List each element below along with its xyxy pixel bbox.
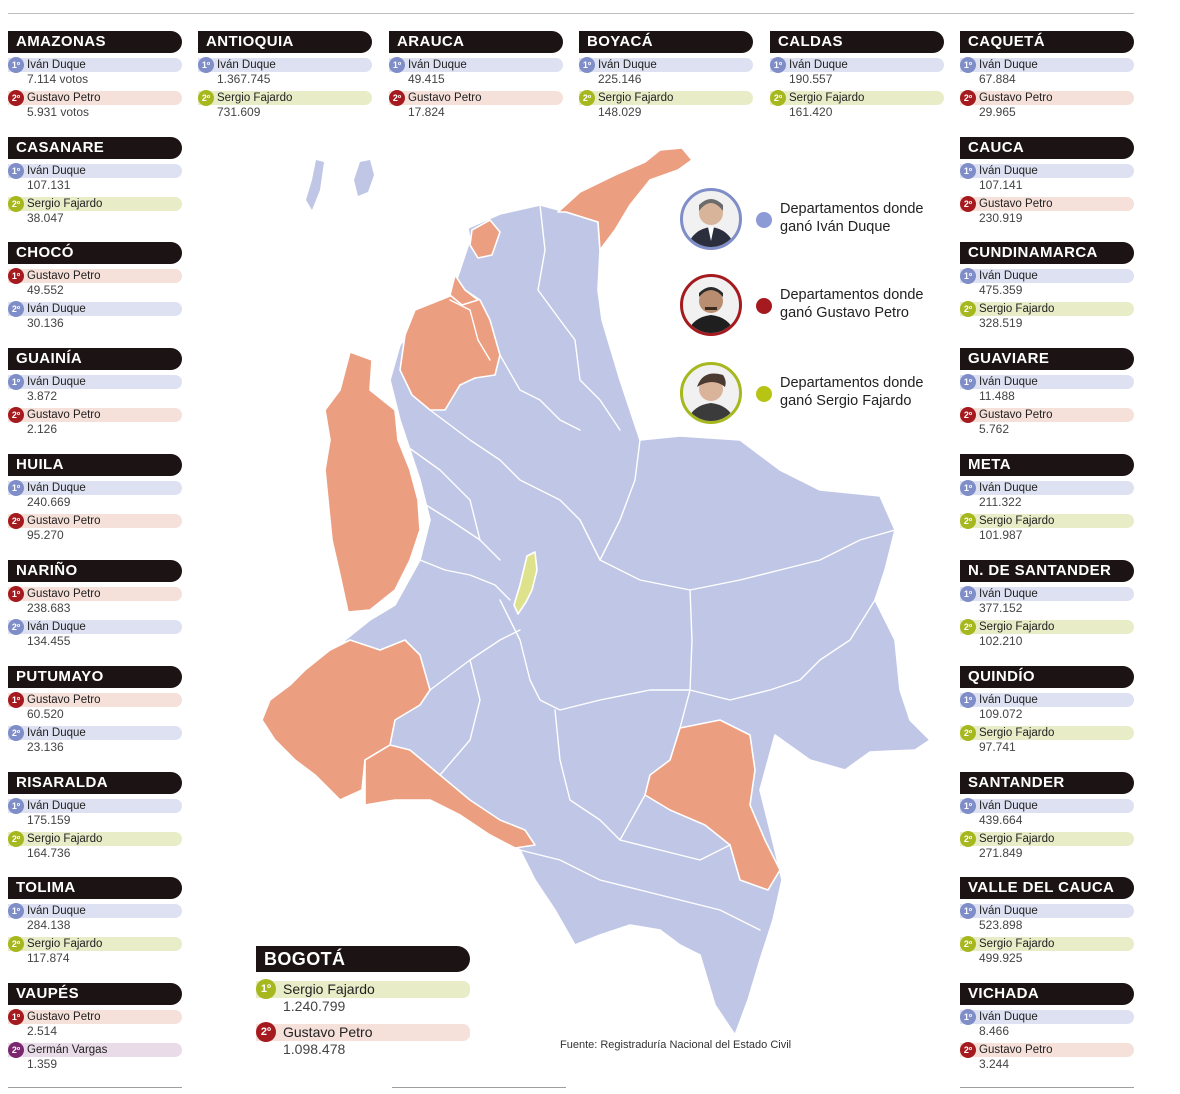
candidate-second [8, 832, 182, 860]
candidate-name: Iván Duque [789, 59, 848, 71]
vote-count: 328.519 [979, 316, 1023, 330]
rank-badge: 1º [960, 586, 976, 602]
legend-label-line2: ganó Gustavo Petro [780, 305, 909, 321]
candidate-first [960, 799, 1134, 827]
rank-badge: 1º [8, 903, 24, 919]
vote-count: 377.152 [979, 601, 1023, 615]
candidate-first [960, 269, 1134, 297]
candidate-second [960, 937, 1134, 965]
candidate-name: Iván Duque [979, 588, 1038, 600]
vote-count: 30.136 [27, 316, 64, 330]
vote-count: 17.824 [408, 105, 445, 119]
vote-count: 1.367.745 [217, 72, 271, 86]
candidate-first [8, 587, 182, 615]
candidate-name: Iván Duque [979, 694, 1038, 706]
vote-count: 271.849 [979, 846, 1023, 860]
department-panel [960, 31, 1134, 119]
rank-badge: 2º [960, 407, 976, 423]
candidate-name: Iván Duque [27, 800, 86, 812]
candidate-name: Iván Duque [27, 59, 86, 71]
vote-count: 2.514 [27, 1024, 58, 1038]
department-name: QUINDÍO [960, 666, 1134, 688]
rank-badge: 2º [8, 725, 24, 741]
candidate-second [960, 514, 1134, 542]
vote-count: 161.420 [789, 105, 833, 119]
candidate-second [960, 726, 1134, 754]
bottom-rule [392, 1087, 566, 1088]
rank-badge: 2º [8, 831, 24, 847]
candidate-name: Iván Duque [408, 59, 467, 71]
source-note: Fuente: Registraduría Nacional del Estado Civil [560, 1039, 792, 1051]
legend-label-line2: ganó Sergio Fajardo [780, 393, 912, 409]
vote-count: 731.609 [217, 105, 261, 119]
department-panel [960, 137, 1134, 225]
rank-badge: 1º [960, 374, 976, 390]
candidate-second [8, 514, 182, 542]
candidate-second [8, 197, 182, 225]
rank-badge: 1º [770, 57, 786, 73]
candidate-name: Iván Duque [979, 59, 1038, 71]
department-name: GUAVIARE [960, 348, 1134, 370]
avatar-ivan-duque [680, 188, 742, 250]
vote-count: 107.141 [979, 178, 1023, 192]
vote-count: 1.359 [27, 1057, 58, 1071]
candidate-name: Gustavo Petro [27, 1011, 101, 1023]
rank-badge: 2º [8, 1042, 24, 1058]
rank-badge: 1º [960, 57, 976, 73]
candidate-first [770, 58, 944, 86]
candidate-second [960, 302, 1134, 330]
legend-dot-duque [756, 212, 772, 228]
rank-badge: 1º [960, 480, 976, 496]
candidate-first [389, 58, 563, 86]
bottom-rule [8, 1087, 182, 1088]
candidate-name: Gustavo Petro [27, 694, 101, 706]
department-name: CAQUETÁ [960, 31, 1134, 53]
vote-count: 1.240.799 [283, 998, 346, 1014]
candidate-second [389, 91, 563, 119]
candidate-second [8, 1043, 182, 1071]
rank-badge: 1º [960, 268, 976, 284]
department-panel [960, 772, 1134, 860]
rank-badge: 2º [960, 513, 976, 529]
department-panel [770, 31, 944, 119]
candidate-name: Iván Duque [979, 800, 1038, 812]
vote-count: 8.466 [979, 1024, 1010, 1038]
department-name: CASANARE [8, 137, 182, 159]
vote-count: 5.931 votos [27, 105, 90, 119]
department-panel [198, 31, 372, 119]
rank-badge: 1º [960, 163, 976, 179]
avatar-sergio-fajardo [680, 362, 742, 424]
candidate-second [960, 620, 1134, 648]
department-name: VICHADA [960, 983, 1134, 1005]
vote-count: 117.874 [27, 951, 70, 965]
department-name: TOLIMA [8, 877, 182, 899]
department-name: PUTUMAYO [8, 666, 182, 688]
department-name: BOYACÁ [579, 31, 753, 53]
department-name: ANTIOQUIA [198, 31, 372, 53]
candidate-name: Gustavo Petro [27, 409, 101, 421]
candidate-first [960, 693, 1134, 721]
vote-count: 29.965 [979, 105, 1016, 119]
candidate-name: Gustavo Petro [979, 409, 1053, 421]
rank-badge: 2º [960, 831, 976, 847]
candidate-name: Gustavo Petro [979, 1044, 1053, 1056]
vote-count: 23.136 [27, 740, 64, 754]
candidate-name: Iván Duque [27, 165, 86, 177]
vote-count: 1.098.478 [283, 1041, 346, 1057]
vote-count: 95.270 [27, 528, 64, 542]
candidate-first [960, 164, 1134, 192]
vote-count: 67.884 [979, 72, 1016, 86]
department-name: META [960, 454, 1134, 476]
candidate-first [8, 1010, 182, 1038]
candidate-second [8, 726, 182, 754]
rank-badge: 2º [579, 90, 595, 106]
candidate-name: Gustavo Petro [283, 1024, 373, 1040]
candidate-second [960, 91, 1134, 119]
vote-count: 49.415 [408, 72, 445, 86]
vote-count: 439.664 [979, 813, 1023, 827]
vote-count: 102.210 [979, 634, 1023, 648]
legend-label-line1: Departamentos donde [780, 287, 924, 303]
candidate-name: Sergio Fajardo [789, 92, 865, 104]
rank-badge: 2º [960, 196, 976, 212]
department-panel [960, 560, 1134, 648]
candidate-name: Gustavo Petro [27, 270, 101, 282]
vote-count: 5.762 [979, 422, 1010, 436]
legend-dot-petro [756, 298, 772, 314]
candidate-name: Iván Duque [217, 59, 276, 71]
candidate-first [960, 58, 1134, 86]
vote-count: 7.114 votos [27, 72, 89, 86]
department-panel [960, 983, 1134, 1071]
candidate-name: Iván Duque [27, 621, 86, 633]
department-panel [960, 454, 1134, 542]
rank-badge: 1º [8, 374, 24, 390]
vote-count: 211.322 [979, 495, 1022, 509]
bogota-panel [256, 946, 470, 1058]
department-name: HUILA [8, 454, 182, 476]
legend-label-line1: Departamentos donde [780, 375, 924, 391]
rank-badge: 2º [8, 513, 24, 529]
candidate-name: Sergio Fajardo [27, 938, 103, 950]
candidate-name: Iván Duque [598, 59, 657, 71]
department-name: CAUCA [960, 137, 1134, 159]
rank-badge: 2º [770, 90, 786, 106]
candidate-second [8, 91, 182, 119]
candidate-second [960, 832, 1134, 860]
rank-badge: 1º [198, 57, 214, 73]
candidate-name: Sergio Fajardo [979, 515, 1055, 527]
legend-label-line1: Departamentos donde [780, 201, 924, 217]
department-panel [8, 983, 182, 1071]
candidate-first [8, 375, 182, 403]
candidate-name: Sergio Fajardo [979, 303, 1055, 315]
department-panel [960, 348, 1134, 436]
vote-count: 230.919 [979, 211, 1023, 225]
department-name: SANTANDER [960, 772, 1134, 794]
candidate-name: Gustavo Petro [979, 198, 1053, 210]
vote-count: 240.669 [27, 495, 71, 509]
rank-badge: 1º [8, 163, 24, 179]
rank-badge: 1º [8, 268, 24, 284]
candidate-first [960, 1010, 1134, 1038]
legend-dot-fajardo [756, 386, 772, 402]
candidate-name: Gustavo Petro [27, 588, 101, 600]
rank-badge: 2º [8, 90, 24, 106]
candidate-second [770, 91, 944, 119]
candidate-first [960, 481, 1134, 509]
vote-count: 499.925 [979, 951, 1023, 965]
department-name: AMAZONAS [8, 31, 182, 53]
vote-count: 2.126 [27, 422, 58, 436]
bogota-title: BOGOTÁ [256, 946, 470, 972]
candidate-name: Iván Duque [979, 270, 1038, 282]
department-panel [579, 31, 753, 119]
candidate-first [8, 904, 182, 932]
rank-badge: 2º [8, 619, 24, 635]
candidate-name: Iván Duque [979, 905, 1038, 917]
rank-badge: 1º [960, 692, 976, 708]
bottom-rule [960, 1087, 1134, 1088]
candidate-second [8, 620, 182, 648]
candidate-name: Iván Duque [979, 376, 1038, 388]
rank-badge: 1º [8, 586, 24, 602]
avatar-gustavo-petro [680, 274, 742, 336]
department-name: CHOCÓ [8, 242, 182, 264]
candidate-name: Gustavo Petro [27, 515, 101, 527]
vote-count: 284.138 [27, 918, 71, 932]
candidate-second [8, 937, 182, 965]
rank-badge: 1º [8, 692, 24, 708]
candidate-first [8, 164, 182, 192]
candidate-first [8, 481, 182, 509]
candidate-second [960, 197, 1134, 225]
rank-badge: 1º [579, 57, 595, 73]
candidate-first [8, 269, 182, 297]
department-panel [8, 772, 182, 860]
department-panel [8, 666, 182, 754]
department-name: GUAINÍA [8, 348, 182, 370]
candidate-name: Gustavo Petro [27, 92, 101, 104]
vote-count: 134.455 [27, 634, 71, 648]
department-name: VALLE DEL CAUCA [960, 877, 1134, 899]
candidate-second [256, 1024, 470, 1058]
candidate-first [579, 58, 753, 86]
vote-count: 38.047 [27, 211, 64, 225]
vote-count: 60.520 [27, 707, 64, 721]
rank-badge: 2º [960, 90, 976, 106]
rank-badge: 2º [960, 619, 976, 635]
rank-badge: 2º [960, 725, 976, 741]
candidate-first [960, 587, 1134, 615]
candidate-name: Iván Duque [27, 376, 86, 388]
candidate-name: Gustavo Petro [979, 92, 1053, 104]
candidate-name: Iván Duque [979, 165, 1038, 177]
department-panel [8, 137, 182, 225]
department-panel [960, 877, 1134, 965]
rank-badge: 2º [389, 90, 405, 106]
map-island-san-andres [306, 160, 324, 210]
vote-count: 49.552 [27, 283, 64, 297]
candidate-name: Germán Vargas [27, 1044, 108, 1056]
candidate-name: Sergio Fajardo [27, 198, 103, 210]
vote-count: 11.488 [979, 389, 1015, 403]
candidate-name: Sergio Fajardo [598, 92, 674, 104]
candidate-name: Iván Duque [27, 727, 86, 739]
rank-badge: 2º [960, 301, 976, 317]
candidate-name: Gustavo Petro [408, 92, 482, 104]
vote-count: 475.359 [979, 283, 1023, 297]
candidate-name: Iván Duque [27, 905, 86, 917]
rank-badge: 2º [198, 90, 214, 106]
department-panel [8, 348, 182, 436]
candidate-name: Iván Duque [979, 482, 1038, 494]
vote-count: 238.683 [27, 601, 71, 615]
candidate-first [960, 375, 1134, 403]
vote-count: 107.131 [27, 178, 71, 192]
rank-badge: 2º [960, 1042, 976, 1058]
rank-badge: 2º [256, 1022, 276, 1042]
candidate-name: Sergio Fajardo [283, 981, 375, 997]
vote-count: 175.159 [27, 813, 71, 827]
candidate-name: Iván Duque [979, 1011, 1038, 1023]
candidate-first [8, 693, 182, 721]
candidate-first [960, 904, 1134, 932]
department-panel [960, 666, 1134, 754]
department-name: ARAUCA [389, 31, 563, 53]
candidate-name: Sergio Fajardo [979, 938, 1055, 950]
candidate-second [960, 1043, 1134, 1071]
rank-badge: 2º [8, 301, 24, 317]
department-name: NARIÑO [8, 560, 182, 582]
vote-count: 109.072 [979, 707, 1023, 721]
department-panel [960, 242, 1134, 330]
candidate-second [960, 408, 1134, 436]
vote-count: 164.736 [27, 846, 71, 860]
rank-badge: 1º [8, 1009, 24, 1025]
rank-badge: 1º [960, 903, 976, 919]
department-name: N. DE SANTANDER [960, 560, 1134, 582]
candidate-name: Sergio Fajardo [979, 727, 1055, 739]
candidate-second [198, 91, 372, 119]
vote-count: 3.244 [979, 1057, 1010, 1071]
rank-badge: 1º [960, 1009, 976, 1025]
rank-badge: 1º [8, 798, 24, 814]
department-panel [8, 560, 182, 648]
department-name: CALDAS [770, 31, 944, 53]
rank-badge: 1º [960, 798, 976, 814]
vote-count: 523.898 [979, 918, 1023, 932]
candidate-name: Sergio Fajardo [979, 621, 1055, 633]
map-island-providencia [354, 160, 374, 196]
department-panel [8, 877, 182, 965]
rank-badge: 2º [8, 407, 24, 423]
department-name: CUNDINAMARCA [960, 242, 1134, 264]
candidate-first [256, 981, 470, 1015]
rank-badge: 2º [8, 196, 24, 212]
candidate-first [8, 799, 182, 827]
candidate-second [8, 408, 182, 436]
vote-count: 190.557 [789, 72, 833, 86]
legend-label-line2: ganó Iván Duque [780, 219, 891, 235]
department-panel [8, 31, 182, 119]
vote-count: 148.029 [598, 105, 642, 119]
rank-badge: 2º [8, 936, 24, 952]
rank-badge: 1º [256, 979, 276, 999]
candidate-second [8, 302, 182, 330]
department-panel [389, 31, 563, 119]
candidate-name: Iván Duque [27, 303, 86, 315]
vote-count: 225.146 [598, 72, 642, 86]
rank-badge: 2º [960, 936, 976, 952]
vote-count: 101.987 [979, 528, 1023, 542]
candidate-name: Iván Duque [27, 482, 86, 494]
vote-count: 97.741 [979, 740, 1016, 754]
department-name: RISARALDA [8, 772, 182, 794]
rank-badge: 1º [8, 57, 24, 73]
vote-count: 3.872 [27, 389, 58, 403]
candidate-second [579, 91, 753, 119]
candidate-name: Sergio Fajardo [979, 833, 1055, 845]
department-panel [8, 454, 182, 542]
rank-badge: 1º [389, 57, 405, 73]
department-panel [8, 242, 182, 330]
candidate-first [8, 58, 182, 86]
candidate-name: Sergio Fajardo [27, 833, 103, 845]
rank-badge: 1º [8, 480, 24, 496]
candidate-first [198, 58, 372, 86]
department-name: VAUPÉS [8, 983, 182, 1005]
candidate-name: Sergio Fajardo [217, 92, 293, 104]
